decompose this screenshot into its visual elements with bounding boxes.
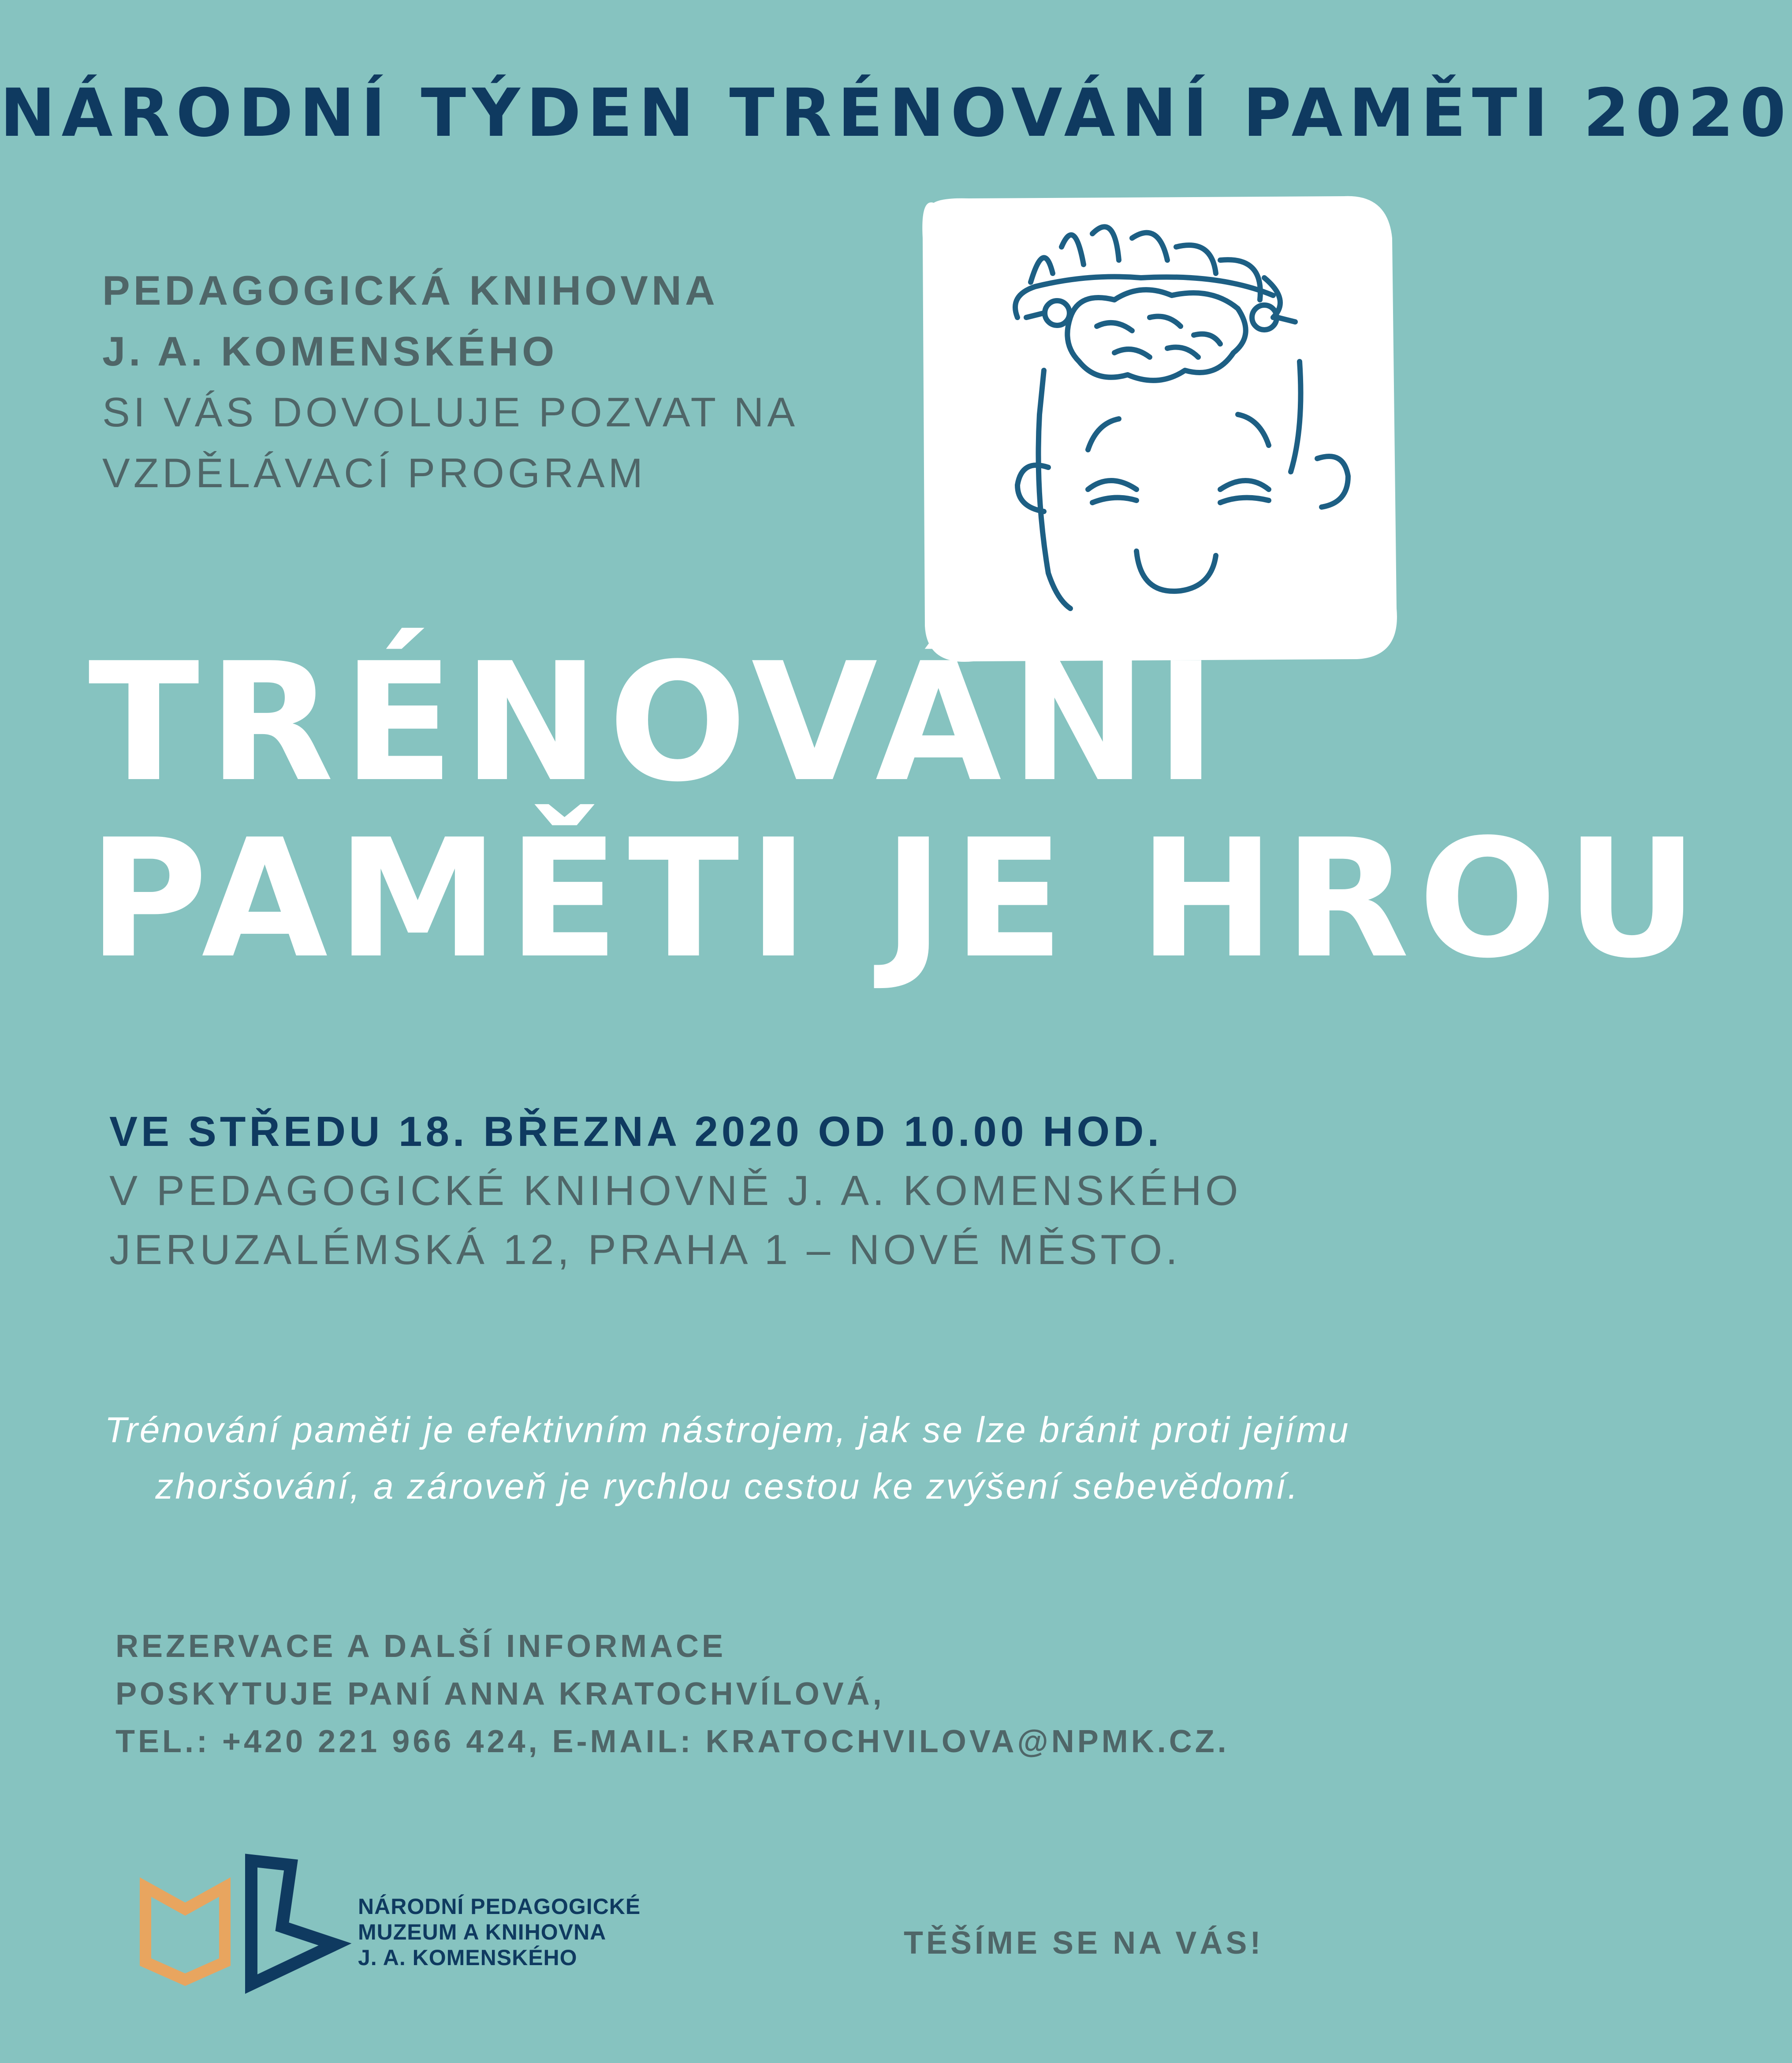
contact-line-person: POSKYTUJE PANÍ ANNA KRATOCHVÍLOVÁ, [115,1676,885,1712]
closing-message: TĚŠÍME SE NA VÁS! [904,1925,1264,1961]
org-name-line-2: MUZEUM A KNIHOVNA [358,1920,607,1944]
org-name-line-1: NÁRODNÍ PEDAGOGICKÉ [358,1894,641,1919]
event-details [109,1102,1242,1280]
main-title-line-2: PAMĚTI JE HROU [88,805,1707,994]
intro-line-library-name: J. A. KOMENSKÉHO [102,328,558,374]
event-place: V PEDAGOGICKÉ KNIHOVNĚ J. A. KOMENSKÉHO [109,1167,1242,1214]
program-description [66,1402,1389,1515]
org-name [358,1894,641,1970]
intro-text [102,260,798,504]
description-line-1: Trénování paměti je efektivním nástrojem, jak se lze bránit proti jejímu [104,1410,1350,1450]
contact-info [115,1623,1229,1765]
intro-line-program: VZDĚLÁVACÍ PROGRAM [102,450,646,496]
contact-line-reservation: REZERVACE A DALŠÍ INFORMACE [115,1629,726,1664]
description-line-2: zhoršování, a zároveň je rychlou cestou ke zvýšení sebevědomí. [155,1466,1300,1507]
org-name-line-3: J. A. KOMENSKÉHO [358,1945,577,1970]
contact-line-phone-email: TEL.: +420 221 966 424, E-MAIL: KRATOCHVILOVA@NPMK.CZ. [115,1724,1229,1759]
npmk-logo-icon [141,1856,344,1993]
intro-line-library: PEDAGOGICKÁ KNIHOVNA [102,267,719,313]
intro-line-invite: SI VÁS DOVOLUJE POZVAT NA [102,389,799,435]
event-date: VE STŘEDU 18. BŘEZNA 2020 OD 10.00 HOD. [109,1108,1163,1155]
cartoon-head-brain-icon [912,185,1410,675]
event-address: JERUZALÉMSKÁ 12, PRAHA 1 – NOVÉ MĚSTO. [109,1226,1181,1273]
main-title-line-1: TRÉNOVÁNÍ [88,628,1226,818]
main-title [88,628,1707,994]
event-series-title: NÁRODNÍ TÝDEN TRÉNOVÁNÍ PAMĚTI 2020 [0,75,1792,152]
